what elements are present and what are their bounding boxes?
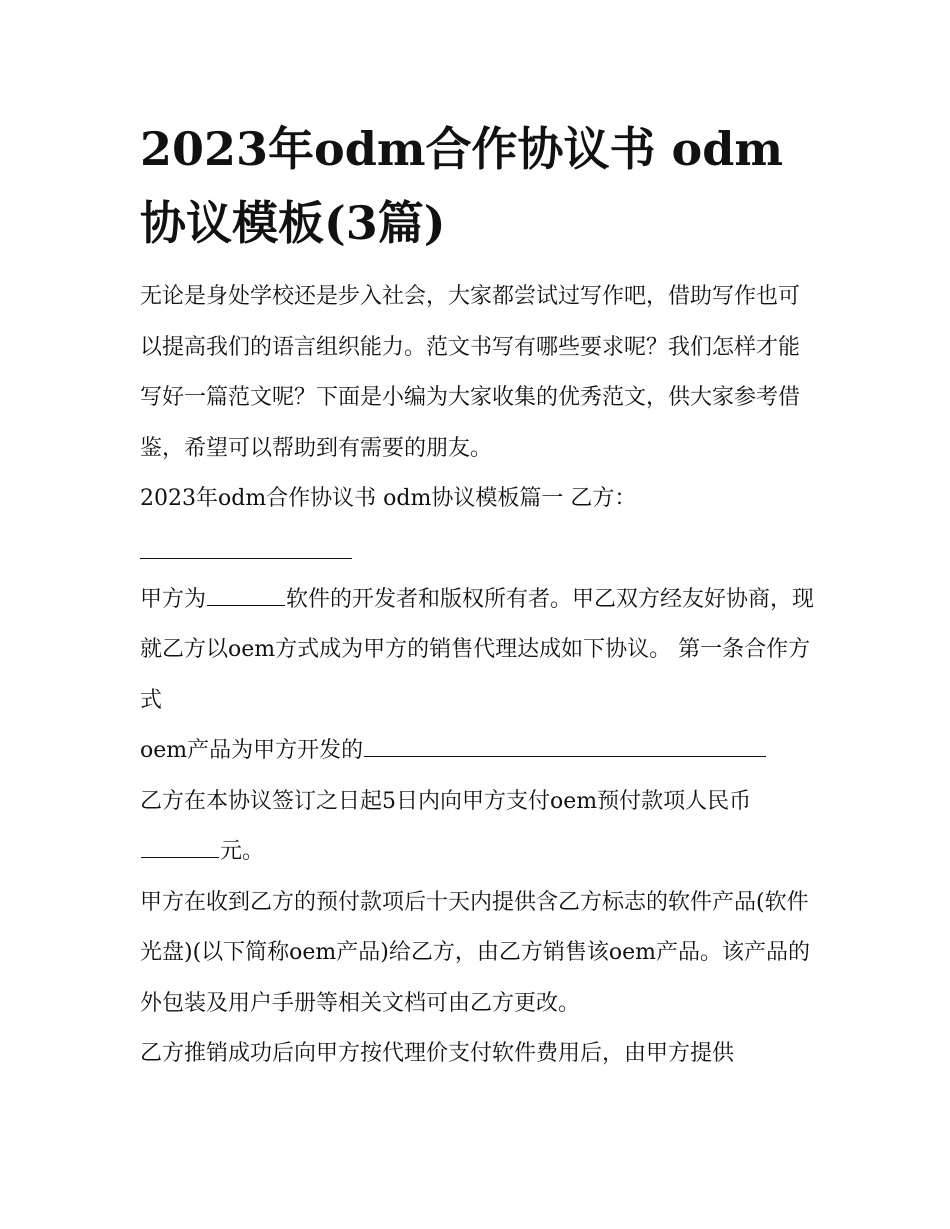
paragraph-party-a xyxy=(140,575,820,727)
paragraph-payment: 乙方推销成功后向甲方按代理价支付软件费用后，由甲方提供 xyxy=(140,1041,735,1066)
party-b-blank-line xyxy=(140,525,352,575)
paragraph-delivery: 甲方在收到乙方的预付款项后十天内提供含乙方标志的软件产品(软件光盘)(以下简称oem产品)给乙方，由乙方销售该oem产品。该产品的外包装及用户手册等相关文档可由乙方更改。 xyxy=(140,889,811,1016)
software-name-blank xyxy=(207,604,285,606)
title-line-1: 2023年odm合作协议书 odm xyxy=(140,122,784,176)
paragraph-party-a-rest: 软件的开发者和版权所有者。甲乙双方经友好协商，现就乙方以oem方式成为甲方的销售代理达成如下协议。 第一条合作方式 xyxy=(140,586,815,713)
paragraph-prepayment-end: 元。 xyxy=(220,839,265,864)
title-line-2: 协议模板(3篇) xyxy=(140,196,446,250)
amount-blank xyxy=(141,856,219,858)
product-blank xyxy=(364,755,766,757)
paragraph-oem-product xyxy=(140,726,820,777)
document-body xyxy=(140,112,820,1080)
paragraph-oem-product-text: oem产品为甲方开发的 xyxy=(140,738,364,763)
intro-paragraph: 无论是身处学校还是步入社会，大家都尝试过写作吧，借助写作也可以提高我们的语言组织能力。范文书写有哪些要求呢？我们怎样才能写好一篇范文呢？下面是小编为大家收集的优秀范文，供大家参考借鉴，希望可以帮助到有需要的朋友。 xyxy=(140,284,801,461)
paragraph-party-a-start: 甲方为 xyxy=(140,586,207,612)
section-heading: 2023年odm合作协议书 odm协议模板篇一 乙方： xyxy=(140,486,637,511)
document-title xyxy=(140,112,820,260)
paragraph-prepayment-text: 乙方在本协议签订之日起5日内向甲方支付oem预付款项人民币 xyxy=(140,788,752,814)
paragraph-prepayment xyxy=(140,777,820,878)
